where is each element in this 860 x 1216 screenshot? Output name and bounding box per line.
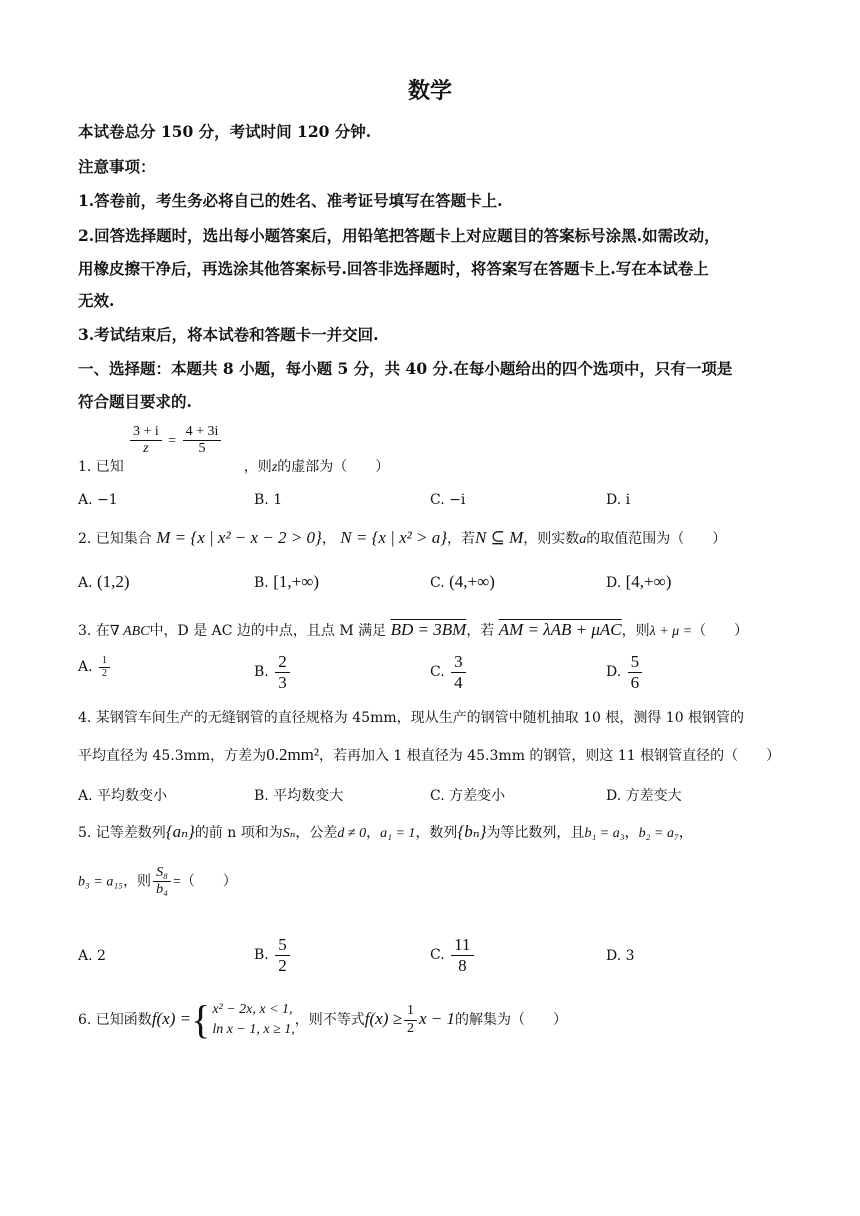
q5-b3: b₃ = a₁₅ <box>78 874 124 890</box>
q2-option-a[interactable] <box>78 572 130 592</box>
q5-frac-den: b₄ <box>156 882 168 898</box>
q3-prefix: 3. 在 <box>78 623 110 639</box>
q3-option-c-den: 4 <box>454 672 463 692</box>
q5-option-c-num: 11 <box>451 935 473 956</box>
q6-ineq-right: x − 1 <box>418 1009 455 1028</box>
notice-3: 3.考试结束后，将本试卷和答题卡一并交回. <box>78 325 379 344</box>
q5-option-c-den: 8 <box>458 955 467 975</box>
q3-option-b-num: 2 <box>275 652 290 673</box>
q5-equals: = <box>172 874 181 890</box>
q2-option-d-value: [4,+∞) <box>625 572 672 591</box>
q3-text <box>78 620 748 640</box>
q3-option-b[interactable] <box>254 652 292 692</box>
q4-line2 <box>78 745 780 765</box>
q5-part8: ， <box>678 825 693 841</box>
q5-part7: ， <box>624 825 639 841</box>
q6-text <box>78 997 567 1042</box>
q5-b1: b₁ = a₃ <box>584 826 625 841</box>
q5-part9: ，则 <box>123 873 152 890</box>
q2-option-d[interactable] <box>606 572 671 592</box>
q5-option-b-den: 2 <box>278 955 287 975</box>
notice-1: 1.答卷前，考生务必将自己的姓名、准考证号填写在答题卡上. <box>78 191 503 210</box>
q6-frac-num: 1 <box>404 1003 417 1020</box>
notice-2-line1: 2.回答选择题时，选出每小题答案后，用铅笔把答题卡上对应题目的答案标号涂黑.如需改动， <box>78 226 720 245</box>
q2-prefix: 2. 已知集合 <box>78 531 152 547</box>
q3-option-b-den: 3 <box>278 672 287 692</box>
q5-line2 <box>78 865 237 898</box>
q5-option-b-num: 5 <box>275 935 290 956</box>
q3-option-d-label: D. <box>606 664 622 681</box>
q5-part6: 为等比数列，且 <box>486 825 585 841</box>
q4-option-a[interactable]: A. 平均数变小 <box>78 788 168 804</box>
q3-vector-relation-2: AM = λAB + μAC <box>498 620 622 639</box>
q6-fx: f(x) = <box>151 1009 192 1028</box>
q3-part2: 中，D 是 AC 边的中点，且点 M 满足 <box>149 623 387 639</box>
q2-option-b-value: [1,+∞) <box>273 572 319 591</box>
q3-option-a[interactable] <box>78 655 112 679</box>
q2-var: a <box>579 532 587 547</box>
q5-option-a[interactable]: A. 2 <box>78 948 106 964</box>
q1-frac-right-den: 5 <box>198 441 206 457</box>
q3-option-d[interactable] <box>606 652 644 692</box>
q5-part3: ，公差 <box>295 825 338 841</box>
left-brace-icon: { <box>191 997 211 1042</box>
q5-prefix: 5. 记等差数列 <box>78 825 166 841</box>
q1-prefix: 1. 已知 <box>78 459 124 475</box>
q3-option-c-label: C. <box>430 664 445 681</box>
q2-option-b[interactable] <box>254 572 319 592</box>
q5-sum: Sₙ <box>282 826 296 841</box>
page-title: 数学 <box>407 78 452 104</box>
q2-option-c-value: (4,+∞) <box>449 572 495 591</box>
q5-seq-b: {bₙ} <box>457 822 487 841</box>
q1-frac-left-den: z <box>143 441 149 457</box>
q2-condition: N ⊆ M <box>475 528 524 547</box>
q2-mid: ，若 <box>447 531 476 547</box>
q3-vector-relation-1: BD = 3BM <box>390 620 467 639</box>
notice-heading: 注意事项： <box>78 157 156 176</box>
q4-line2-start: 平均直径为 45.3mm，方差为 <box>78 748 267 764</box>
q1-var: z <box>271 460 278 475</box>
q5-end: （ ） <box>180 873 237 890</box>
q5-option-b-label: B. <box>254 947 269 964</box>
q1-frac-right-num: 4 + 3i <box>183 424 222 441</box>
q1-suffix: 的虚部为（ ） <box>277 459 390 475</box>
q5-a1: a₁ = 1 <box>380 826 416 841</box>
q5-part2: 的前 n 项和为 <box>194 825 283 841</box>
q1-option-c[interactable]: C. −i <box>430 492 466 508</box>
q2-suffix: ，则实数 <box>523 531 580 547</box>
q4-line1: 4. 某钢管车间生产的无缝钢管的直径规格为 45mm，现从生产的钢管中随机抽取 10 根，测得 10 根钢管的 <box>78 710 745 726</box>
q5-option-c[interactable] <box>430 935 476 975</box>
q3-option-d-num: 5 <box>628 652 643 673</box>
q3-triangle: ∇ ABC <box>109 624 150 639</box>
section-heading-line2: 符合题目要求的. <box>78 392 192 411</box>
q6-piecewise <box>191 997 295 1042</box>
q2-end: 的取值范围为（ ） <box>586 531 727 547</box>
q5-option-c-label: C. <box>430 947 445 964</box>
q1-equals: = <box>168 433 177 449</box>
q4-option-d[interactable]: D. 方差变大 <box>606 788 682 804</box>
q3-end: （ ） <box>692 623 749 639</box>
q5-diff: d ≠ 0 <box>337 826 367 841</box>
q3-option-a-num: 1 <box>99 655 110 668</box>
q5-frac-num: S₈ <box>153 865 171 882</box>
q3-option-c-num: 3 <box>451 652 466 673</box>
q1-equation <box>128 424 223 457</box>
q4-line2-end: ，若再加入 1 根直径为 45.3mm 的钢管，则这 11 根钢管直径的（ ） <box>318 748 781 764</box>
q1-frac-left-num: 3 + i <box>130 424 162 441</box>
q2-option-a-label: A. <box>78 575 93 591</box>
q3-lambda-mu: λ + μ = <box>649 624 693 639</box>
q5-option-b[interactable] <box>254 935 292 975</box>
q4-option-c[interactable]: C. 方差变小 <box>430 788 506 804</box>
q4-option-b[interactable]: B. 平均数变大 <box>254 788 344 804</box>
q6-case-2: ln x − 1, x ≥ 1, <box>212 1022 295 1037</box>
notice-2-line3: 无效. <box>78 291 115 310</box>
q6-ineq-left: f(x) ≥ <box>364 1009 402 1028</box>
q3-option-d-den: 6 <box>630 672 640 692</box>
q2-option-d-label: D. <box>606 575 622 591</box>
q5-option-d[interactable]: D. 3 <box>606 948 635 964</box>
q2-option-c[interactable] <box>430 572 495 592</box>
q2-option-b-label: B. <box>254 575 269 591</box>
q2-set-n: N = {x | x² > a} <box>340 528 448 547</box>
exam-info: 本试卷总分 150 分，考试时间 120 分钟. <box>78 122 372 141</box>
section-heading-line1: 一、选择题：本题共 8 小题，每小题 5 分，共 40 分.在每小题给出的四个选项中，只有一项是 <box>78 359 733 378</box>
q6-frac-den: 2 <box>406 1020 414 1036</box>
q3-part4: ，则 <box>621 623 650 639</box>
q3-part3: ，若 <box>466 623 495 639</box>
q2-set-m: M = {x | x² − x − 2 > 0} <box>156 528 322 547</box>
q3-option-c[interactable] <box>430 652 468 692</box>
q1-option-a[interactable]: A. −1 <box>78 492 118 508</box>
q2-sep: ， <box>321 531 336 547</box>
notice-2-line2: 用橡皮擦干净后，再选涂其他答案标号.回答非选择题时，将答案写在答题卡上.写在本试卷上 <box>78 259 709 278</box>
q2-text <box>78 528 726 548</box>
q5-seq-a: {aₙ} <box>165 822 195 841</box>
q1-option-b[interactable]: B. 1 <box>254 492 283 508</box>
q5-part5: ，数列 <box>415 825 458 841</box>
q4-variance: 0.2mm² <box>266 745 319 764</box>
q6-end: 的解集为（ ） <box>454 1012 567 1028</box>
q5-part4: ， <box>366 825 381 841</box>
q2-option-a-value: (1,2) <box>97 572 130 591</box>
q3-option-a-label: A. <box>78 659 93 675</box>
q1-mid: ，则 <box>243 459 272 475</box>
q5-line1 <box>78 822 693 842</box>
q1-text <box>78 456 389 476</box>
q6-prefix: 6. 已知函数 <box>78 1012 152 1028</box>
q3-option-a-den: 2 <box>102 667 108 679</box>
q3-option-b-label: B. <box>254 664 269 681</box>
q2-option-c-label: C. <box>430 575 445 591</box>
q6-part2: ，则不等式 <box>294 1012 365 1028</box>
q1-option-d[interactable]: D. i <box>606 492 631 508</box>
q5-b2: b₂ = a₇ <box>638 826 679 841</box>
q6-case-1: x² − 2x, x < 1, <box>212 1002 293 1017</box>
